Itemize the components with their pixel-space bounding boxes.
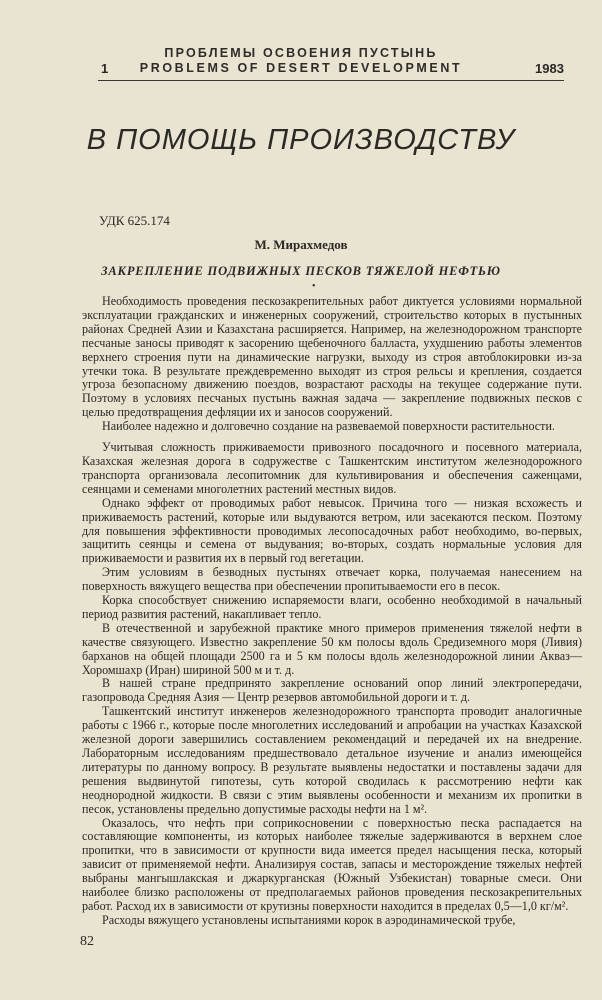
paragraph: Необходимость проведения пескозакрепительных работ диктуется условиями нормальной эксплуатации гражданских и инженерных сооружений, строительство которых в пустынных районах Средней Азии и Казахстана расширяется. Например, на железнодорожном транспорте песчаные заносы приводят к засорению щебеночного балласта, ухудшению работы элементов верхнего строения пути на динамические нагрузки, выходу из строя автоблокировки из-за утечки тока. В результате преждевременно выходят из строя рельсы и крепления, создается угроза безопасному движению поездов, возрастают расходы на текущее содержание пути. Поэтому в условиях песчаных пустынь важная задача — закрепление подвижных песков с целью предотвращения дефляции их и заносов сооружений. xyxy=(82,294,582,420)
issue-year: 1983 xyxy=(535,61,564,76)
page-number: 82 xyxy=(80,934,94,949)
section-title: В ПОМОЩЬ ПРОИЗВОДСТВУ xyxy=(86,124,516,156)
author-name: М. Мирахмедов xyxy=(254,237,348,252)
paragraph: Наиболее надежно и долговечно создание на развеваемой поверхности растительности. xyxy=(102,419,555,434)
journal-title-ru: ПРОБЛЕМЫ ОСВОЕНИЯ ПУСТЫНЬ xyxy=(164,46,438,60)
title-mark: • xyxy=(312,281,316,292)
udk-code: УДК 625.174 xyxy=(99,213,170,228)
paragraph: Расходы вяжущего установлены испытаниями корок в аэродинамической трубе, xyxy=(102,912,516,927)
paragraph: Ташкентский институт инженеров железнодорожного транспорта проводит аналогичные работы с 1966 г., которые после многолетних исследований и апробации на участках Казахской железной дороги завершились составлением рекомендаций и передачей их на внедрение. Лабораторным исследованиям предшествовало детальное изучение и анализ имеющейся литературы по данному вопросу. В результате выявлены недостатки и поставлены задачи для решения выдвинутой гипотезы, суть которой сводилась к рассмотрению нефти как неоднородной жидкости. В связи с этим выявлены особенности и механизм их пропитки в песок, установлены предельно допустимые расходы нефти на 1 м². xyxy=(82,704,582,816)
article-title: ЗАКРЕПЛЕНИЕ ПОДВИЖНЫХ ПЕСКОВ ТЯЖЕЛОЙ НЕФТЬЮ xyxy=(101,264,501,278)
paragraph: Однако эффект от проводимых работ невысок. Причина того — низкая всхожесть и приживаемость растений, которые или выдуваются ветром, или засекаются песком. Поэтому для повышения эффективности проводимых лесопосадочных работ необходимо, во-первых, защитить сеянцы и семена от выдувания; во-вторых, создать нормальные условия для приживаемости и развития их в первый год вегетации. xyxy=(82,495,582,566)
journal-title-en: PROBLEMS OF DESERT DEVELOPMENT xyxy=(139,61,463,75)
issue-number: 1 xyxy=(101,61,109,76)
paragraph: Корка способствует снижению испаряемости влаги, особенно необходимой в начальный период развития растений, накапливает тепло. xyxy=(82,593,582,621)
paragraph: Учитывая сложность приживаемости привозного посадочного и посевного материала, Казахская железная дорога в содружестве с Ташкентским институтом железнодорожного транспорта организовала лесопитомник для культивирования и обеспечения саженцами, сеянцами и семенами многолетних растений местных видов. xyxy=(82,440,582,496)
paragraph: В отечественной и зарубежной практике много примеров применения тяжелой нефти в качестве связующего. Известно закрепление 50 км полосы вдоль Средиземного моря (Ливия) барханов на общей площади 2500 га и 5 км полосы вдоль железнодорожной линии Акваз—Хоромшахр (Иран) шириной 500 м и т. д. xyxy=(82,620,582,677)
paragraph: В нашей стране предпринято закрепление оснований опор линий электропередачи, газопровода Средняя Азия — Центр резервов автомобильной дороги и т. д. xyxy=(82,676,582,705)
header-rule xyxy=(98,80,564,81)
paragraph: Этим условиям в безводных пустынях отвечает корка, получаемая нанесением на поверхность вяжущего вещества при обеспечении пропитываемости его в песок. xyxy=(82,565,582,594)
article-body xyxy=(82,295,582,928)
paragraph: Оказалось, что нефть при соприкосновении с поверхностью песка распадается на составляющие компоненты, из которых наиболее тяжелые задерживаются в верхнем слое пропитки, что в зависимости от крупности вида имеется предел насыщения песка, который зависит от применяемой нефти. Анализируя состав, запасы и месторождение тяжелых нефтей выбраны мангышлакская и джаркурганская (Южный Узбекистан) товарные смеси. Они наиболее близко расположены от предполагаемых районов проведения пескозакрепительных работ. Расход их в зависимости от крутизны поверхности находится в пределах 0,5—1,0 кг/м². xyxy=(82,815,582,913)
